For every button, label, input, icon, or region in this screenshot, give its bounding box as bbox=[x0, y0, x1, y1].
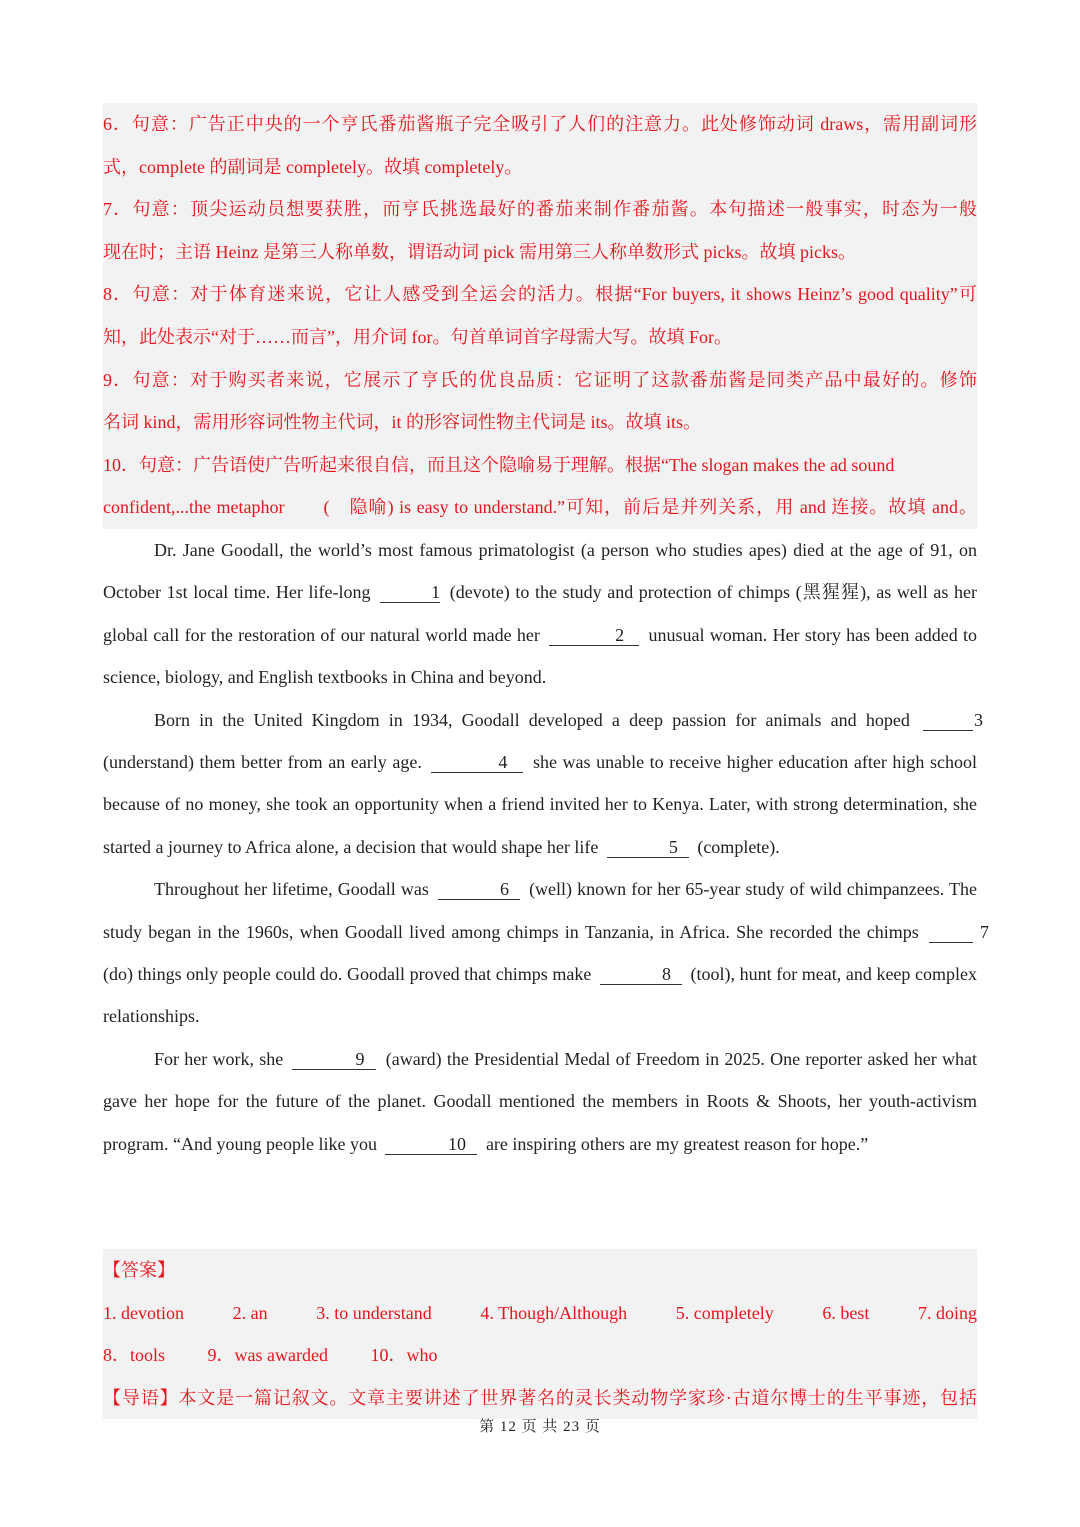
analysis-item-9-line-2: 名词 kind，需用形容词性物主代词，it 的形容词性物主代词是 its。故填 its。 bbox=[103, 412, 702, 433]
analysis-item-7-line-1: 7．句意：顶尖运动员想要获胜，而亨氏挑选最好的番茄来制作番茄酱。本句描述一般事实，时态为一般 bbox=[103, 199, 977, 220]
page-footer: 第 12 页 共 23 页 bbox=[479, 1419, 601, 1435]
passage-text: (tool), hunt for meat, and keep complex relationships. bbox=[103, 964, 977, 1027]
passage-text: unusual woman. Her story has been added to science, biology, and English textbooks in China and beyond. bbox=[103, 624, 978, 688]
blank-5: 5 bbox=[607, 837, 689, 858]
analysis-item-7-line-2: 现在时；主语 Heinz 是第三人称单数，谓语动词 pick 需用第三人称单数形式 picks。故填 picks。 bbox=[103, 241, 856, 262]
blank-9: 9 bbox=[292, 1049, 376, 1070]
analysis-item-6-line-2: 式，complete 的副词是 completely。故填 completely。 bbox=[103, 156, 523, 177]
answer-item: 5. completely bbox=[675, 1302, 774, 1323]
answer-item: 10．who bbox=[370, 1345, 438, 1366]
analysis-item-8-line-2: 知，此处表示“对于……而言”，用介词 for。句首单词首字母需大写。故填 For。 bbox=[103, 326, 732, 347]
blank-3: 3 bbox=[923, 710, 973, 731]
passage-text: Throughout her lifetime, Goodall was bbox=[154, 879, 429, 900]
blank-4: 4 bbox=[431, 752, 523, 773]
passage-text: Dr. Jane Goodall, the world’s most famous primatologist (a person who studies apes) died at the age of 91, on October 1st local time. Her life-long bbox=[103, 540, 977, 603]
blank-7: 7 bbox=[929, 922, 973, 943]
passage-paragraph-2 bbox=[103, 699, 983, 869]
answer-item: 6. best bbox=[822, 1302, 870, 1323]
passage-text: (well) known for her 65-year study of wild chimpanzees. The study began in the 1960s, when Goodall lived among chimps in Tanzania, in Africa. She recorded the chimps bbox=[103, 879, 978, 942]
answer-item: 9．was awarded bbox=[207, 1345, 328, 1366]
answer-item: 4. Though/Although bbox=[480, 1302, 628, 1323]
answer-item: 3. to understand bbox=[316, 1302, 432, 1323]
blank-2: 2 bbox=[549, 625, 639, 646]
passage-text: Born in the United Kingdom in 1934, Goodall developed a deep passion for animals and hoped bbox=[154, 709, 910, 730]
analysis-item-9-line-1: 9．句意：对于购买者来说，它展示了亨氏的优良品质：它证明了这款番茄酱是同类产品中最好的。修饰 bbox=[103, 369, 977, 390]
blank-10: 10 bbox=[385, 1134, 477, 1155]
answer-item: 8．tools bbox=[103, 1345, 166, 1366]
passage-text: For her work, she bbox=[154, 1048, 284, 1069]
answer-item: 2. an bbox=[232, 1302, 268, 1323]
passage-paragraph-4 bbox=[103, 1038, 977, 1165]
answer-block bbox=[103, 1249, 977, 1419]
analysis-block bbox=[103, 103, 977, 529]
answer-guide: 【导语】本文是一篇记叙文。文章主要讲述了世界著名的灵长类动物学家珍·古道尔博士的生平事迹，包括 bbox=[103, 1387, 977, 1408]
reading-passage bbox=[103, 529, 990, 1165]
passage-text: (understand) them better from an early age. bbox=[103, 752, 422, 773]
passage-text: (award) the Presidential Medal of Freedom in 2025. One reporter asked her what gave her hope for the future of the planet. Goodall mentioned the members in Roots & Shoots, her youth-activism program. “And young people like you bbox=[103, 1048, 977, 1154]
analysis-item-10-line-2: confident,...the metaphor ( 隐喻) is easy to understand.”可知，前后是并列关系，用 and 连接。故填 and。 bbox=[103, 497, 977, 518]
passage-text: (devote) to the study and protection of chimps (黑猩猩), as well as her global call for the restoration of our natural world made her bbox=[103, 582, 978, 645]
passage-text: (complete). bbox=[697, 836, 780, 857]
blank-6: 6 bbox=[438, 879, 520, 900]
analysis-item-8-line-1: 8．句意：对于体育迷来说，它让人感受到全运会的活力。根据“For buyers, it shows Heinz’s good quality”可 bbox=[103, 284, 977, 305]
passage-text: (do) things only people could do. Goodall proved that chimps make bbox=[103, 964, 592, 985]
passage-paragraph-1 bbox=[103, 529, 977, 699]
passage-paragraph-3 bbox=[103, 868, 990, 1038]
answer-item: 1. devotion bbox=[103, 1302, 184, 1323]
analysis-item-6-line-1: 6．句意：广告正中央的一个亨氏番茄酱瓶子完全吸引了人们的注意力。此处修饰动词 draws，需用副词形 bbox=[103, 114, 977, 134]
blank-8: 8 bbox=[600, 964, 682, 985]
blank-1: 1 bbox=[380, 582, 440, 603]
analysis-item-10-line-1: 10．句意：广告语使广告听起来很自信，而且这个隐喻易于理解。根据“The slogan makes the ad sound bbox=[103, 454, 895, 475]
answer-row-1 bbox=[103, 1292, 977, 1335]
answer-heading: 【答案】 bbox=[103, 1260, 175, 1280]
answer-row-2 bbox=[103, 1334, 977, 1377]
answer-item: 7. doing bbox=[917, 1302, 977, 1323]
passage-text: she was unable to receive higher education after high school because of no money, she took an opportunity when a friend invited her to Kenya. Later, with strong determination, she started a journey to Africa alone, a decision that would shape her life bbox=[103, 752, 978, 857]
passage-text: are inspiring others are my greatest reason for hope.” bbox=[485, 1133, 869, 1154]
